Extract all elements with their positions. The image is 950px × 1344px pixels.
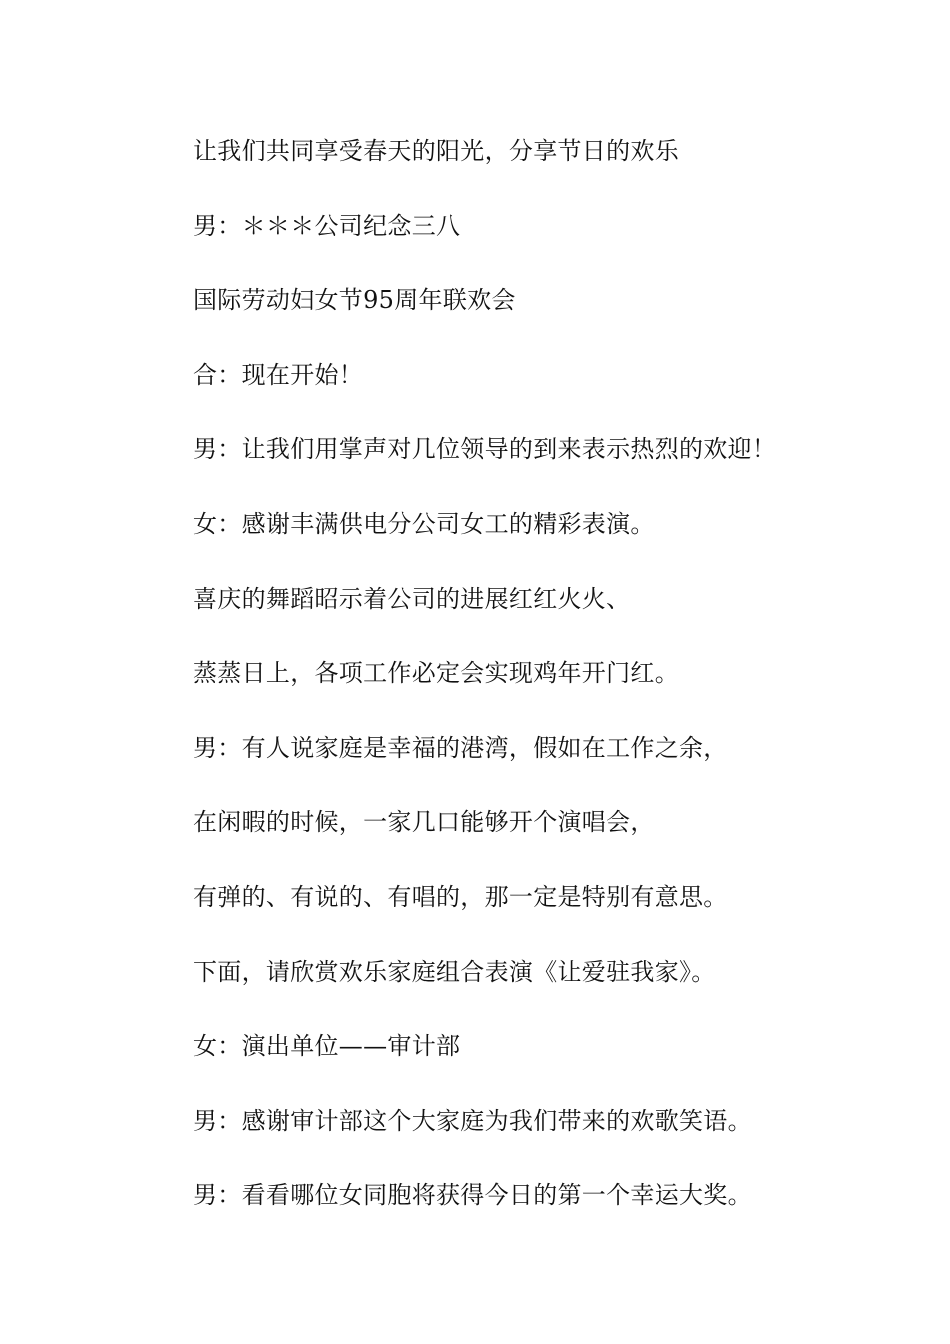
text-line: 男：看看哪位女同胞将获得今日的第一个幸运大奖。: [193, 1181, 752, 1210]
text-line: 喜庆的舞蹈昭示着公司的进展红红火火、: [193, 584, 631, 613]
text-line: 女：感谢丰满供电分公司女工的精彩表演。: [193, 509, 655, 538]
text-line: 女：演出单位——审计部: [193, 1032, 461, 1061]
text-line: 男：让我们用掌声对几位领导的到来表示热烈的欢迎！: [193, 435, 777, 464]
text-line: 男：有人说家庭是幸福的港湾，假如在工作之余，: [193, 733, 728, 762]
text-line: 合：现在开始！: [193, 360, 364, 389]
text-line: 蒸蒸日上，各项工作必定会实现鸡年开门红。: [193, 659, 679, 688]
document-body: [193, 128, 893, 1247]
text-line: 男：＊＊＊公司纪念三八: [193, 211, 461, 240]
text-line: 让我们共同享受春天的阳光，分享节日的欢乐: [193, 137, 679, 165]
text-line: 男：感谢审计部这个大家庭为我们带来的欢歌笑语。: [193, 1106, 752, 1135]
text-line: 下面，请欣赏欢乐家庭组合表演《让爱驻我家》。: [193, 957, 716, 986]
text-line: 有弹的、有说的、有唱的，那一定是特别有意思。: [193, 882, 728, 911]
text-line: 国际劳动妇女节95周年联欢会: [193, 286, 516, 315]
text-line: 在闲暇的时候，一家几口能够开个演唱会，: [193, 808, 655, 837]
